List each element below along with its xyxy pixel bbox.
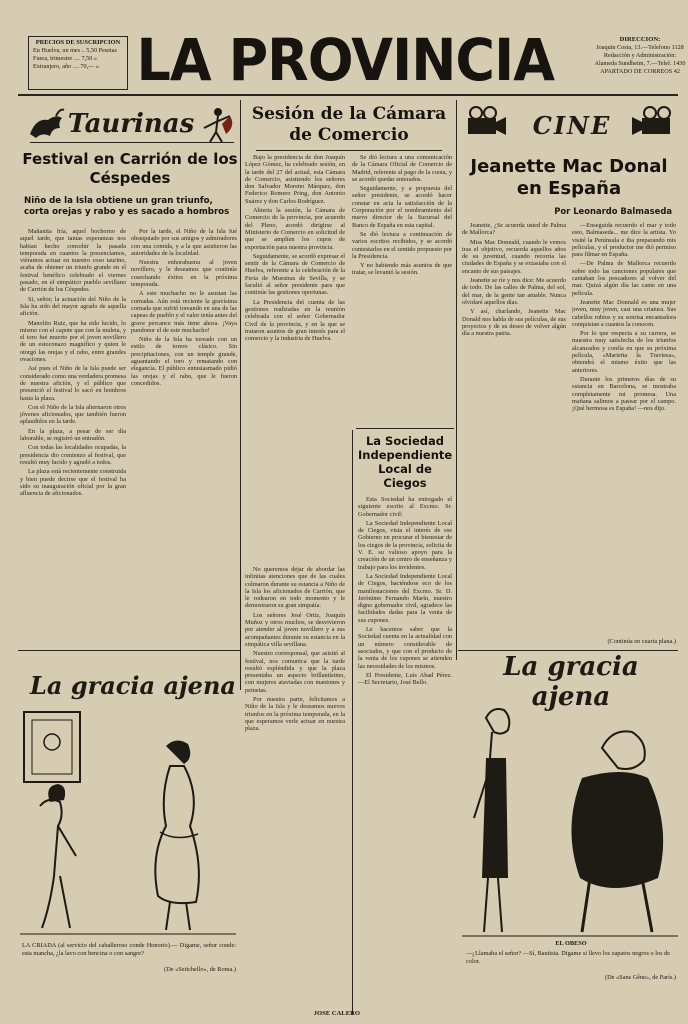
article-body-col2 bbox=[352, 154, 452, 424]
article-byline: Por Leonardo Balmaseda bbox=[554, 206, 672, 216]
paragraph: La Sociedad Independiente Local de Ciegos, vista el interés de ese Gobierno en procurar el bienestar de los ciegos de la provincia, solicita de V. E. su valioso apoyo para la creación de un centro de enseñanza y trabajo para los invidentes. bbox=[358, 519, 452, 571]
article-headline: Sesión de la Cámara de Comercio bbox=[251, 104, 447, 145]
article-deck: Niño de la Isla obtiene un gran triunfo, corta orejas y rabo y es sacado a hombros bbox=[24, 196, 230, 217]
bullfighter-illustration bbox=[196, 104, 236, 144]
article-headline: Festival en Carrión de los Céspedes bbox=[22, 150, 238, 187]
paragraph: Se dió lectura a una comunicación de la Cámara Oficial de Comercio de Madrid, referente al pago de la cuota, y se acordó quedar enterados. bbox=[352, 154, 452, 183]
direction-line: APARTADO DE CORREOS 42 bbox=[600, 68, 680, 75]
paragraph: La Presidencia dió cuenta de las gestiones realizadas en la reunión celebrada con el señor Gobernador Civil de la provincia, y en la que se trataron asuntos de gran interés para el comercio y la industria de Huelva. bbox=[245, 298, 345, 343]
paragraph: A este muchacho no le asustan las cornadas. Aún está reciente la gravísima cornada que sufrió toreando en una de las capeas de pueblo y el valor tenía antes del grave percance más tiene ahora. ¡Vaya pundonor el de este muchacho! bbox=[131, 290, 237, 334]
column-divider bbox=[456, 100, 457, 660]
subscription-heading: PRECIOS DE SUSCRIPCION bbox=[35, 39, 121, 46]
paragraph: Jeanette, ¿Se acuerda usted de Palma de Mallorca? bbox=[462, 222, 566, 237]
paragraph: El Presidente, Luis Abad Pérez.—El Secretario, José Bello. bbox=[358, 671, 452, 687]
article-body-col2 bbox=[572, 222, 676, 636]
paragraph: Le hacemos saber que la Sociedad cuenta en la actualidad con un número considerable de asociados, y que con el producto de la venta de los cupones se atienden las necesidades de los mismos. bbox=[358, 626, 452, 670]
article-body-col2 bbox=[131, 228, 237, 644]
film-camera-icon bbox=[464, 104, 508, 144]
column-divider bbox=[352, 430, 353, 1015]
masthead bbox=[18, 26, 686, 96]
cartoon-drawing bbox=[20, 706, 236, 936]
subscription-line: En Huelva, un mes .. 5,50 Pesetas bbox=[33, 47, 117, 54]
film-projector-icon bbox=[630, 104, 674, 144]
column-divider bbox=[240, 100, 241, 690]
article-body bbox=[358, 496, 452, 1006]
paragraph: Por lo que respecta a su carrera, se muestra muy satisfecha de los triunfos alcanzados y confía en que su próxima película, «Marietta la Traviesa», obtendrá el mismo éxito que las anteriores. bbox=[572, 330, 676, 374]
subscription-line: Extranjero, año .... 70,— » bbox=[33, 63, 99, 70]
paragraph: Los señores José Ortiz, Joaquín Muñoz y otros muchos, se desvivieron por atender al joven novillero y a sus acompañantes durante su estancia en la simpática villa sevillana. bbox=[245, 611, 345, 648]
article-body-col1 bbox=[20, 228, 126, 644]
paragraph: La Sociedad Independiente Local de Ciegos, haciéndose eco de los manifestaciones del Excmo. Sr. D. Jerónimo Fernando Marín, nuestro digno gobernador civil, agradece las facilidades dadas para la venta de sus cupones. bbox=[358, 572, 452, 624]
cartoon-caption-title: EL OBESO bbox=[555, 940, 587, 947]
paragraph: Durante los primeros días de su estancia en Barcelona, se mostraba completamente mi promesa. Una mañana salimos a pasear por el campo. ¡Qué hermosa es España! —nos dijo. bbox=[572, 375, 676, 413]
direction-line: Joaquin Costa, 13.—Telefono 1128 bbox=[596, 44, 684, 51]
paragraph: La plaza está recientemente construida y bien puede decirse que el festival ha sido su inauguración oficial por la gran afluencia de aficionados. bbox=[20, 468, 126, 498]
paragraph: Seguidamente, se acordó expresar el sentir de la Cámara de Comercio de Huelva, referente a la celebración de la Feria de Muestras de Sevilla, y se facultó al señor presidente para que continúe las gestiones oportunas. bbox=[245, 252, 345, 297]
paragraph: Jeanette Mac Donnald es una mujer joven, muy joven, casi una criatura. Sus cabellos rubios y su sonrisa encantadora conquistan a cuantos la conocen. bbox=[572, 298, 676, 328]
continued-column bbox=[245, 566, 345, 1006]
article-headline: Jeanette Mac Donal en España bbox=[470, 156, 668, 199]
paragraph: Bajo la presidencia de don Joaquín López Gómez, ha celebrado sesión, en la tarde del 27 del actual, esta Cámara de Comercio, asistiendo los señores don Salvador Moreno Márquez, don Federico Romero Pring, don Antonio Suárez y don Carlos Rodríguez. bbox=[245, 154, 345, 205]
article-body-col1 bbox=[462, 222, 566, 646]
cartoon-caption: —¿Llamaba el señor? —Sí, Bautista. Digame si llevo los zapatos negros o los de color. bbox=[466, 950, 671, 965]
subscription-box bbox=[28, 36, 128, 90]
paragraph: Y así, charlando, Jeanette Mac Donald nos habla de sus películas, de sus proyectos y de su deseo de volver algún día a nuestra patria. bbox=[462, 308, 566, 338]
cartoon-credit: (De «Seitchello», de Roma.) bbox=[164, 966, 236, 973]
paragraph: Abierta la sesión, la Cámara de Comercio de la provincia, por acuerdo del Pleno, acordó dirigirse al Ministerio de Comercio en solicitud de que se amplíen los cupos de exportación para nuestra provincia. bbox=[245, 207, 345, 251]
cartoon-heading: La gracia ajena bbox=[30, 671, 236, 700]
subscription-line: Fuera, trimestre .... 7,50 » bbox=[33, 55, 97, 62]
paragraph: Con todas las localidades ocupadas, la presidencia dio comienzo al festival, que resultó muy lucido y agradó a todos. bbox=[20, 444, 126, 466]
paragraph: No queremos dejar de abordar las infinitas atenciones que de las cuales colmaron durante su estancia a Niño de la Isla los aficionados de Carrión, que le rodearon en todo momento y le demostraron su gran simpatía. bbox=[245, 566, 345, 610]
paragraph: En la plaza, a pesar de ser día laborable, se registró un entradón. bbox=[20, 427, 126, 443]
section-divider bbox=[18, 650, 240, 651]
paragraph: Nuestra enhorabuena al joven novillero, y le deseamos que continúe cosechando éxitos en la próxima temporada. bbox=[131, 259, 237, 289]
paragraph: Con el Niño de la Isla alternaron otros jóvenes aficionados, que también fueron aplaudidos en la tarde. bbox=[20, 403, 126, 426]
headline-underline bbox=[256, 150, 442, 151]
paragraph: Nuestro corresponsal, que asistió al festival, nos comunica que la tarde resultó espléndida y que la plaza presentaba un aspecto brillantísimo, con mujeres ataviadas con mantones y peinetas. bbox=[245, 650, 345, 694]
section-divider bbox=[458, 650, 678, 651]
paragraph: —Enseguida recuerdo el mar y todo esto, Balmaseda... me dice la artista. Yo visité la Península e iba preparando mis películas, y el productor me dió permiso para filmar en España. bbox=[572, 222, 676, 259]
section-kicker: CINE bbox=[532, 111, 612, 140]
cartoon-heading: La gracia ajena bbox=[503, 652, 639, 712]
direction-box bbox=[592, 36, 688, 90]
paragraph: Esta Sociedad ha entregado el siguiente escrito al Excmo. Sr. Gobernador civil: bbox=[358, 496, 452, 518]
paragraph: Manolito Ruiz, que ha sido lucido, lo mismo con el capote que con la muleta, y el toro fué muerto por el joven novillero de un estoconazo magnífico y quien le otorgó las orejas y el rabo, entre grandes ovaciones. bbox=[20, 319, 126, 364]
kicker-underline bbox=[30, 142, 234, 143]
paragraph: Mañanita fría, aquel bochorno de aquel tarde, que tantas esperanzas nos habian hecho concebir la pasada temporada en cuantos la presenciamos, viéramos actuar en nuestro coso taurino, acaba de obtener un triunfo grande en el festival benéfico celebrado el viernes pasado, en el simpático pueblo sevillano de Carrión de los Céspedes. bbox=[20, 228, 126, 294]
signature: JOSE CALERO bbox=[313, 1010, 360, 1017]
paragraph: Por nuestra parte, felicitamos a Niño de la Isla y le deseamos nuevos triunfos en la próxima temporada, en la que esperamos verle actuar en nuestra plaza. bbox=[245, 696, 345, 733]
cartoon-caption: LA CRIADA (al servicio del caballeroso conde Honorio).— Digame, señor conde: esta mancha, ¿la lavo con bencina o con sangre? bbox=[22, 942, 236, 957]
paragraph: Jeanette se ríe y nos dice: Me acuerdo de todo. De las calles de Palma, del sol, del mar, de la gente tan amable. Nunca olvidaré aquellos días. bbox=[462, 277, 566, 306]
paragraph: Así pues el Niño de la Isla puede ser considerado como una verdadera promesa de nuestra afición, y el público que presenció el festival lo sacó en hombros hasta la plaza. bbox=[20, 365, 126, 402]
direction-line: Redacción y Administración: bbox=[603, 52, 677, 59]
article-body-col1 bbox=[245, 154, 345, 562]
paragraph: Miss Mac Donnald, cuando le vemos tras el objetivo, recuerda aquellos años de su juventud, cuando recorría las ciudades de España y se extasiaba con el encanto de sus paisajes. bbox=[462, 238, 566, 275]
cartoon-drawing bbox=[462, 688, 678, 938]
paragraph: Por la tarde, el Niño de la Isla fué obsequiado por sus amigos y admiradores con una comida, y a la que asistieron las autoridades de la localidad. bbox=[131, 228, 237, 257]
continued-note: (Continúa en cuarta plana.) bbox=[607, 638, 676, 645]
paragraph: Si, señor; la actuación del Niño de la Isla ha sido del mayor agrado de aquella afición. bbox=[20, 295, 126, 318]
paragraph: Seguidamente, y a propuesta del señor presidente, se acordó hacer constar en acta la satisfacción de la Corporación por el nombramiento del nuevo director de la Sucursal del Banco de España en esta capital. bbox=[352, 185, 452, 229]
newspaper-logo: LA PROVINCIA bbox=[136, 26, 555, 94]
paragraph: Se dió lectura a continuación de varios escritos recibidos, y se acordó contestarlos en el sentido propuesto por la Presidencia. bbox=[352, 230, 452, 260]
direction-line: Alameda Sundheim, 7.—Telef. 1430 bbox=[594, 60, 686, 67]
section-kicker: Taurinas bbox=[67, 109, 195, 139]
article-headline: La Sociedad Independiente Local de Ciegos bbox=[358, 434, 453, 490]
section-divider bbox=[356, 428, 454, 429]
bull-illustration bbox=[26, 104, 66, 144]
paragraph: Niño de la Isla ha toreado con un estilo de torero clásico. Sin precipitaciones, con un temple grande, aguantando el toro y rematando con elegancia. El público entusiasmado pidió las orejas y el rabo, que le fueron concedidos. bbox=[131, 336, 237, 387]
cartoon-credit: (De «Sans Gêne», de París.) bbox=[605, 974, 676, 981]
paragraph: Y no habiendo más asuntos de que tratar, se levantó la sesión. bbox=[352, 262, 452, 277]
direction-heading: DIRECCION: bbox=[619, 36, 661, 43]
paragraph: —De Palma de Mallorca recuerdo sobre todo las canciones populares que cantaban los pescadores al volver del mar. Quizá algún día las cante en una película. bbox=[572, 260, 676, 297]
